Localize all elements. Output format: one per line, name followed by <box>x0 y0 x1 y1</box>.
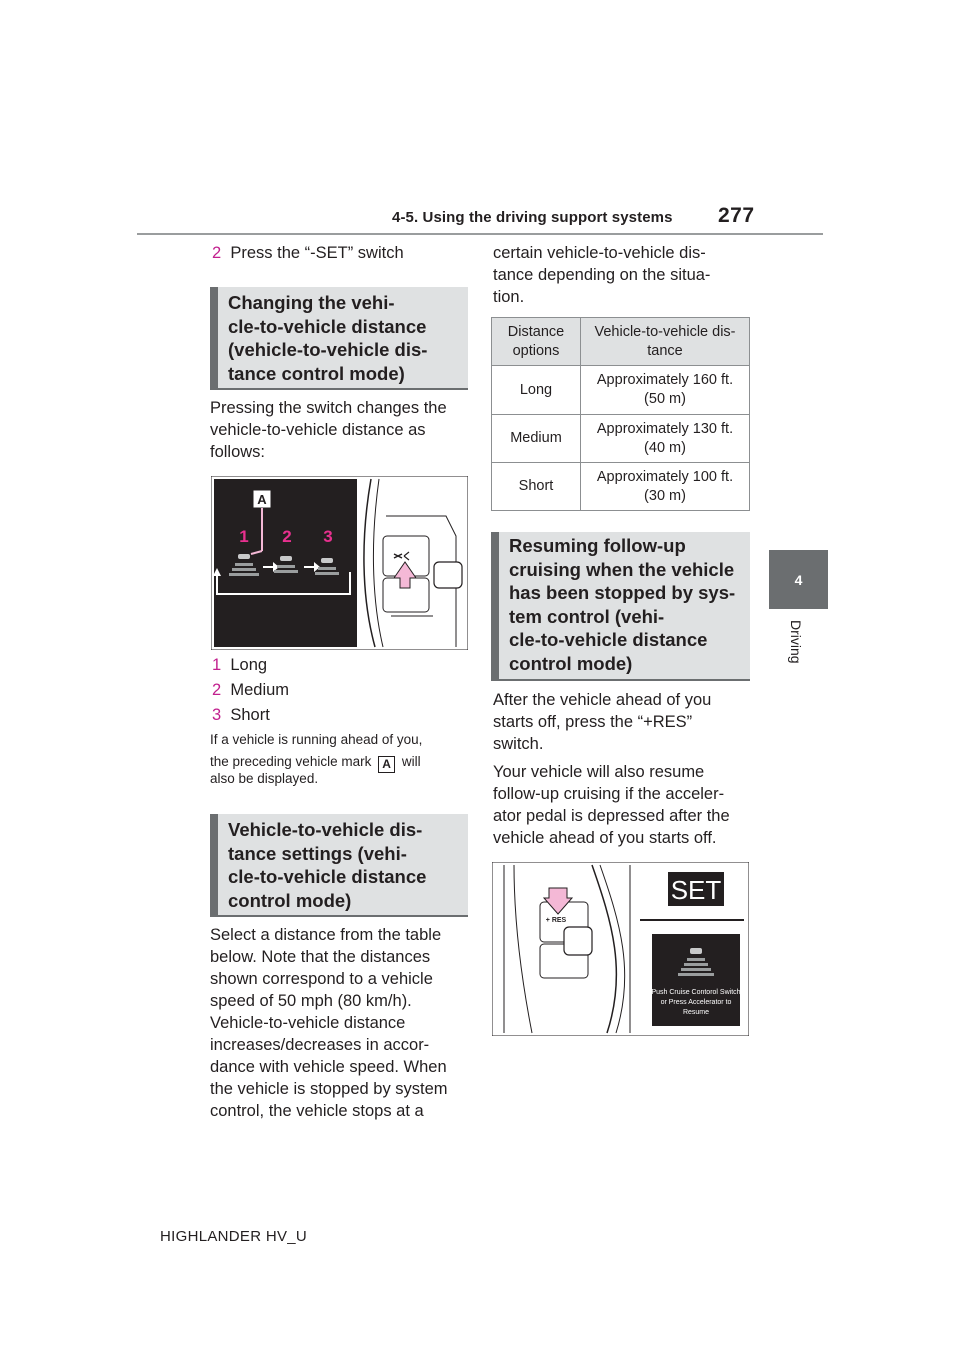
res-switch-label: + RES <box>545 917 567 924</box>
paragraph-continued <box>493 242 710 308</box>
text-line: Your vehicle will also resume <box>493 763 705 781</box>
cell-line: tance <box>647 342 683 359</box>
text-line: starts off, press the “+RES” <box>493 713 693 731</box>
text-line: tion. <box>493 288 525 306</box>
label-3: 3 <box>323 527 333 546</box>
table-header-row <box>492 318 750 366</box>
paragraph-select-distance <box>210 924 448 1122</box>
table-row <box>492 463 750 511</box>
heading-line: control mode) <box>228 889 352 911</box>
text-line: shown correspond to a vehicle <box>210 970 433 988</box>
footer-model: HIGHLANDER HV_U <box>160 1228 308 1245</box>
list-number: 1 <box>212 656 222 674</box>
cell-line: Approximately 130 ft. <box>596 420 734 437</box>
resume-message-line2: or Press Accelerator to <box>660 999 732 1006</box>
chapter-label-text: Driving <box>788 620 804 664</box>
note-preceding-vehicle <box>210 730 472 789</box>
text-line: ator pedal is depressed after the <box>493 807 730 825</box>
table-cell: Medium <box>492 415 581 463</box>
heading-line: Resuming follow-up <box>509 535 686 556</box>
table-cell <box>581 463 750 511</box>
heading-line: cle-to-vehicle distance <box>509 629 708 650</box>
heading-line: Changing the vehi- <box>228 292 395 313</box>
list-text: Medium <box>230 681 290 699</box>
note-line: also be displayed. <box>210 771 319 786</box>
heading-distance-settings <box>210 814 468 917</box>
note-text: will <box>401 754 421 769</box>
text-line: Pressing the switch changes the <box>210 399 447 417</box>
list-text: Short <box>230 706 270 724</box>
header-rule <box>137 233 823 235</box>
list-medium <box>212 679 289 701</box>
heading-line: tem control (vehi- <box>509 605 665 627</box>
heading-line: control mode) <box>509 652 633 674</box>
list-short <box>212 704 270 726</box>
paragraph-after-vehicle <box>493 689 711 755</box>
set-display: SET <box>670 875 722 905</box>
cell-line: options <box>512 342 560 359</box>
text-line: dance with vehicle speed. When <box>210 1058 447 1076</box>
cell-line: Vehicle-to-vehicle dis- <box>594 323 736 340</box>
note-line: If a vehicle is running ahead of you, <box>210 732 423 747</box>
cell-line: (40 m) <box>644 439 686 456</box>
label-2: 2 <box>282 527 292 546</box>
distance-switch-figure <box>211 476 468 650</box>
page-number: 277 <box>718 204 755 227</box>
text-line: certain vehicle-to-vehicle dis- <box>493 244 706 262</box>
step-text: Press the “-SET” switch <box>230 244 404 262</box>
text-line: increases/decreases in accor- <box>210 1036 430 1054</box>
note-text: the preceding vehicle mark <box>210 754 372 769</box>
section-title: 4-5. Using the driving support systems <box>392 209 673 226</box>
heading-line: (vehicle-to-vehicle dis- <box>228 339 428 360</box>
step-2 <box>212 242 404 264</box>
chapter-tab: 4 <box>769 550 828 609</box>
text-line: switch. <box>493 735 544 753</box>
table-header <box>581 318 750 366</box>
cell-line: Distance <box>507 323 565 340</box>
text-line: Vehicle-to-vehicle distance <box>210 1014 406 1032</box>
paragraph-accelerator <box>493 761 730 849</box>
resume-switch-figure <box>492 862 749 1036</box>
table-cell: Long <box>492 366 581 415</box>
text-line: tance depending on the situa- <box>493 266 711 284</box>
heading-line: has been stopped by sys- <box>509 582 736 603</box>
cell-line: (50 m) <box>644 391 686 407</box>
resume-message-line1: Push Cruise Contorol Switch <box>651 989 741 996</box>
table-cell: Short <box>492 463 581 511</box>
heading-line: cruising when the vehicle <box>509 558 735 580</box>
label-1: 1 <box>239 527 249 546</box>
list-number: 2 <box>212 681 222 699</box>
list-long <box>212 654 267 676</box>
heading-line: tance settings (vehi- <box>228 842 407 864</box>
list-number: 3 <box>212 706 222 724</box>
cell-line: (30 m) <box>644 487 686 504</box>
distance-table <box>491 317 750 511</box>
cell-line: Approximately 160 ft. <box>596 372 734 388</box>
heading-resuming <box>491 532 750 681</box>
step-number: 2 <box>212 244 222 262</box>
heading-line: tance control mode) <box>228 362 405 384</box>
text-line: the vehicle is stopped by system <box>210 1080 448 1098</box>
heading-line: cle-to-vehicle distance <box>228 866 427 887</box>
paragraph-changes <box>210 397 447 463</box>
text-line: Select a distance from the table <box>210 926 442 944</box>
callout-a: A <box>257 492 267 507</box>
list-text: Long <box>230 656 268 674</box>
table-header <box>492 318 581 366</box>
text-line: After the vehicle ahead of you <box>493 691 712 709</box>
heading-changing-distance <box>210 287 468 390</box>
table-cell <box>581 415 750 463</box>
table-row <box>492 415 750 463</box>
resume-message-line3: Resume <box>682 1009 710 1016</box>
table-cell <box>581 366 750 415</box>
text-line: control, the vehicle stops at a <box>210 1102 424 1120</box>
text-line: vehicle ahead of you starts off. <box>493 829 717 847</box>
chapter-label <box>782 620 818 680</box>
text-line: below. Note that the distances <box>210 948 431 966</box>
text-line: follows: <box>210 443 266 461</box>
cell-line: Approximately 100 ft. <box>596 468 734 485</box>
text-line: speed of 50 mph (80 km/h). <box>210 992 412 1010</box>
text-line: vehicle-to-vehicle distance as <box>210 421 426 439</box>
heading-line: Vehicle-to-vehicle dis- <box>228 819 423 840</box>
callout-a-badge: A <box>378 756 395 773</box>
table-row <box>492 366 750 415</box>
text-line: follow-up cruising if the acceler- <box>493 785 725 803</box>
heading-line: cle-to-vehicle distance <box>228 315 427 337</box>
